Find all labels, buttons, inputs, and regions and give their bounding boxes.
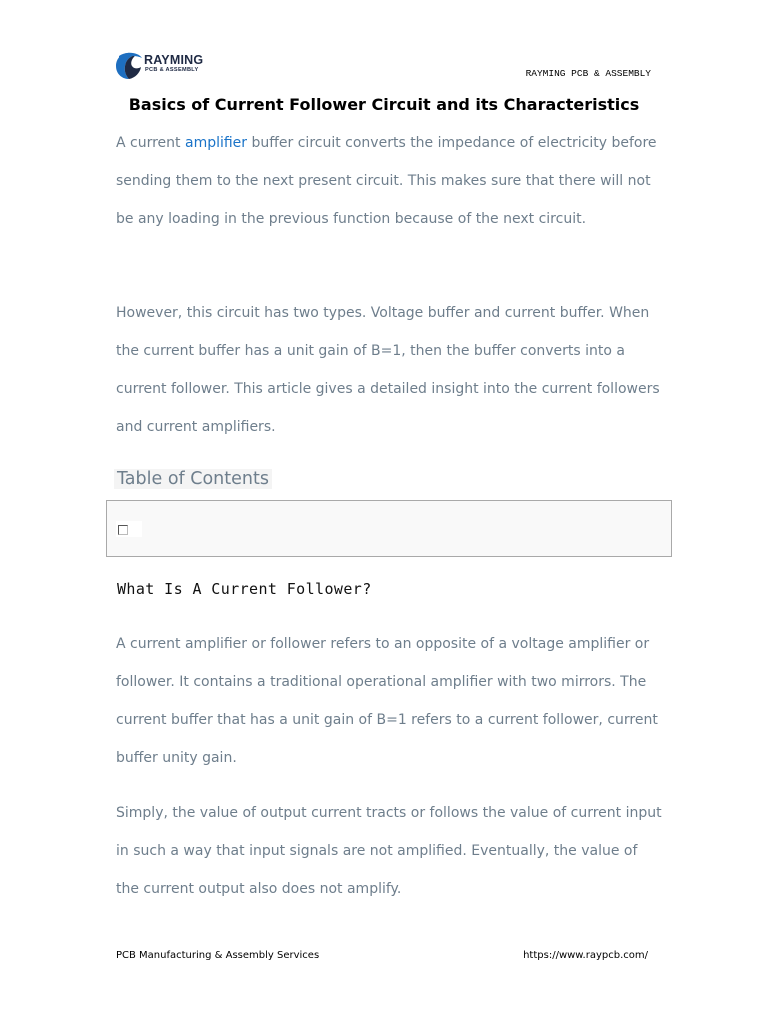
amplifier-link[interactable]: amplifier <box>184 135 248 151</box>
footer-website-link[interactable]: https://www.raypcb.com/ <box>523 950 648 961</box>
section-paragraph-1: A current amplifier or follower refers to an opposite of a voltage amplifier or follower. It contains a traditional operational amplifier with two mirrors. The current buffer that has a unit gain of B=1 refers to a current follower, current buffer unity gain. <box>116 636 658 766</box>
section-paragraph-2: Simply, the value of output current tracts or follows the value of current input in such a way that input signals are not amplified. Eventually, the value of the current output also does not amplify. <box>116 805 662 897</box>
toc-heading: Table of Contents <box>114 469 272 489</box>
toc-toggle-button[interactable] <box>116 521 142 537</box>
toc-container <box>106 500 672 557</box>
section-heading: What Is A Current Follower? <box>117 580 372 598</box>
intro-paragraph-2: However, this circuit has two types. Voltage buffer and current buffer. When the current buffer has a unit gain of B=1, then the buffer converts into a current follower. This article gives a detailed insight into the current followers and current amplifiers. <box>116 305 660 435</box>
logo-name: RAYMING <box>144 53 204 67</box>
intro-text-start: A current <box>116 135 185 151</box>
logo-swoosh-icon <box>114 50 144 82</box>
page-title: Basics of Current Follower Circuit and its Characteristics <box>128 95 640 114</box>
footer-services: PCB Manufacturing & Assembly Services <box>116 950 320 961</box>
checkbox-icon <box>118 525 128 535</box>
logo-subtitle: PCB & ASSEMBLY <box>145 67 199 73</box>
intro-paragraph-1 <box>116 124 664 238</box>
header-company: RAYMING PCB & ASSEMBLY <box>525 68 651 79</box>
rayming-logo <box>114 50 224 82</box>
intro-text-end: buffer circuit converts the impedance of electricity before sending them to the next present circuit. This makes sure that there will not be any loading in the previous function because of the next circuit. <box>116 135 657 227</box>
